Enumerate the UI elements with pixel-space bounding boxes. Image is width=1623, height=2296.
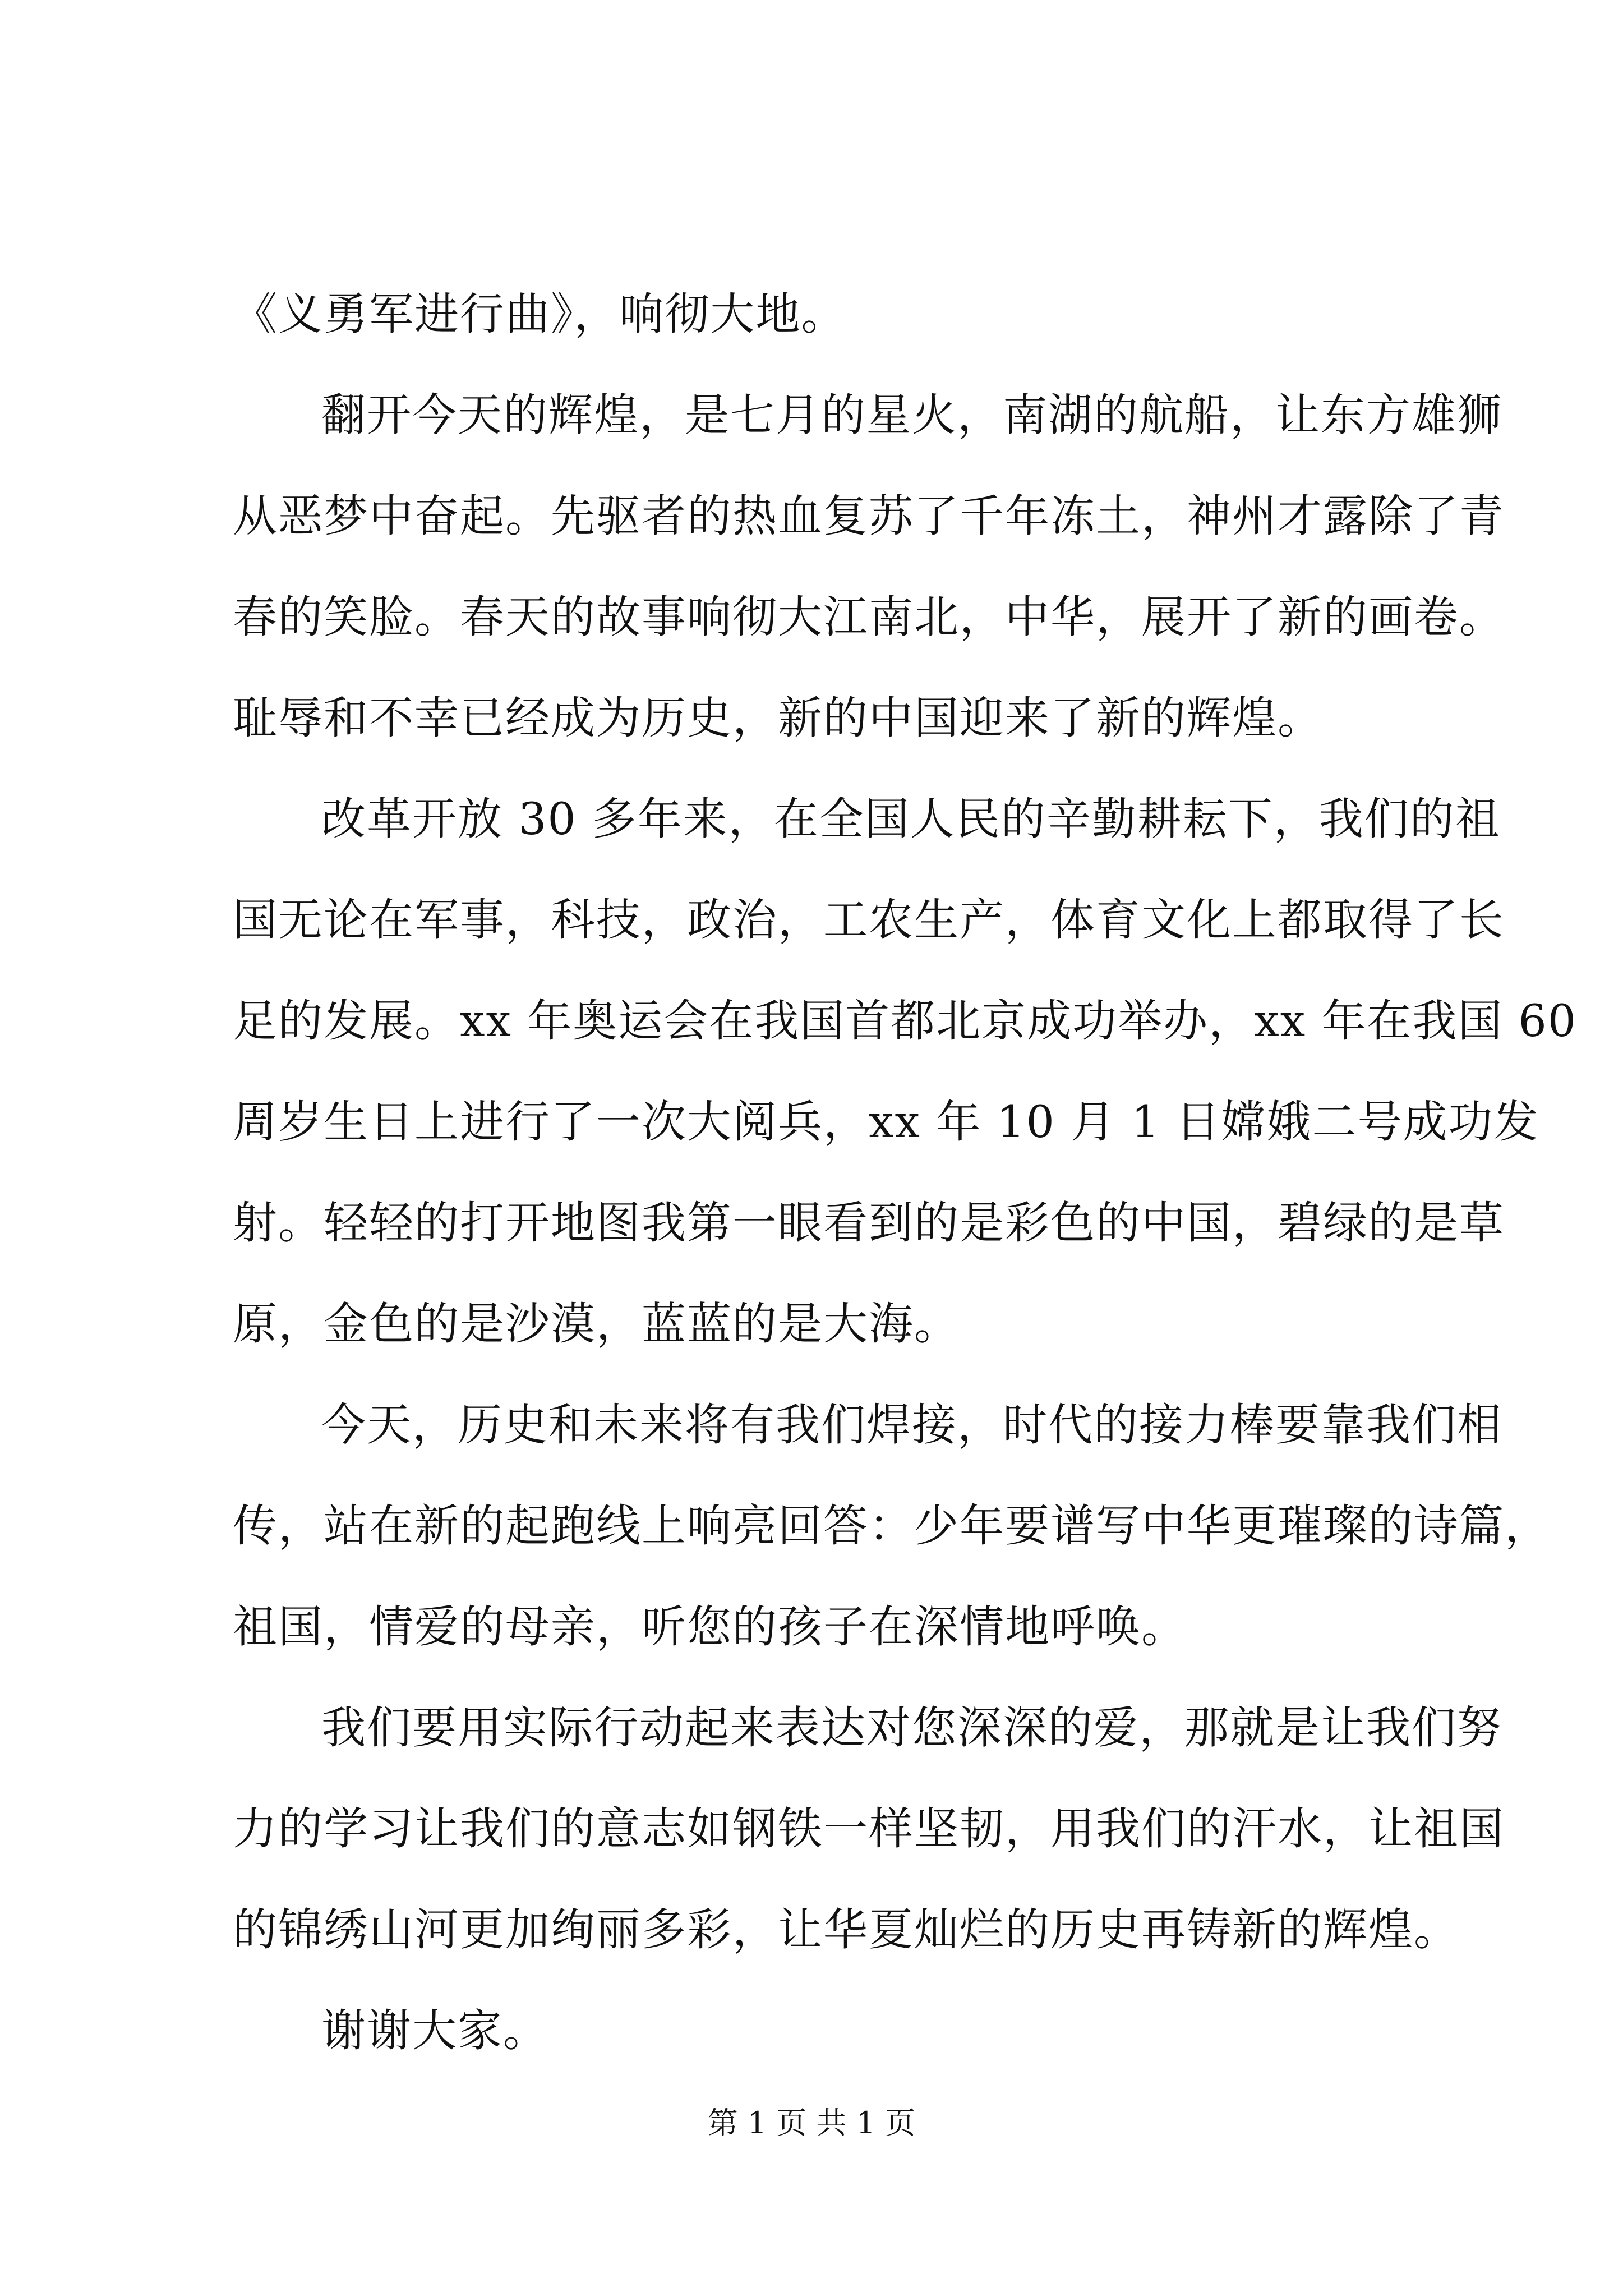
- text-line: 原，金色的是沙漠，蓝蓝的是大海。: [233, 1298, 960, 1350]
- text-line: 力的学习让我们的意志如钢铁一样坚韧，用我们的汗水，让祖国: [233, 1803, 1505, 1855]
- text-line: 《义勇军进行曲》，响彻大地。: [233, 288, 847, 340]
- paragraph-6: [233, 1980, 1422, 2081]
- page-number-footer: 第 1 页 共 1 页: [707, 2105, 916, 2141]
- paragraph-3: [233, 769, 1578, 1374]
- text-line: 传，站在新的起跑线上响亮回答：少年要谱写中华更璀璨的诗篇，: [233, 1500, 1550, 1552]
- text-line: 我们要用实际行动起来表达对您深深的爱，那就是让我们努: [321, 1702, 1502, 1754]
- text-line: 从恶梦中奋起。先驱者的热血复苏了千年冻土，神州才露除了青: [233, 490, 1505, 542]
- text-line: 翻开今天的辉煌，是七月的星火，南湖的航船，让东方雄狮: [321, 389, 1502, 441]
- text-line: 春的笑脸。春天的故事响彻大江南北，中华，展开了新的画卷。: [233, 591, 1505, 643]
- paragraph-4: [233, 1374, 1550, 1677]
- text-line: 射。轻轻的打开地图我第一眼看到的是彩色的中国，碧绿的是草: [233, 1197, 1505, 1249]
- text-line: 的锦绣山河更加绚丽多彩，让华夏灿烂的历史再铸新的辉煌。: [233, 1904, 1459, 1955]
- paragraph-2: [233, 365, 1505, 769]
- text-line: 今天，历史和未来将有我们焊接，时代的接力棒要靠我们相: [321, 1399, 1502, 1451]
- paragraph-1: [233, 264, 1422, 365]
- text-line: 国无论在军事，科技，政治，工农生产，体育文化上都取得了长: [233, 894, 1505, 946]
- paragraph-5: [233, 1677, 1505, 1980]
- document-body: [233, 264, 1578, 2081]
- text-line: 谢谢大家。: [321, 2005, 548, 2056]
- text-line: 祖国，情爱的母亲，听您的孩子在深情地呼唤。: [233, 1601, 1187, 1653]
- text-line: 改革开放 30 多年来，在全国人民的辛勤耕耘下，我们的祖: [321, 793, 1501, 845]
- text-line: 耻辱和不幸已经成为历史，新的中国迎来了新的辉煌。: [233, 692, 1323, 744]
- text-line: 足的发展。xx 年奥运会在我国首都北京成功举办，xx 年在我国 60: [233, 995, 1578, 1047]
- text-line: 周岁生日上进行了一次大阅兵，xx 年 10 月 1 日嫦娥二号成功发: [233, 1096, 1539, 1148]
